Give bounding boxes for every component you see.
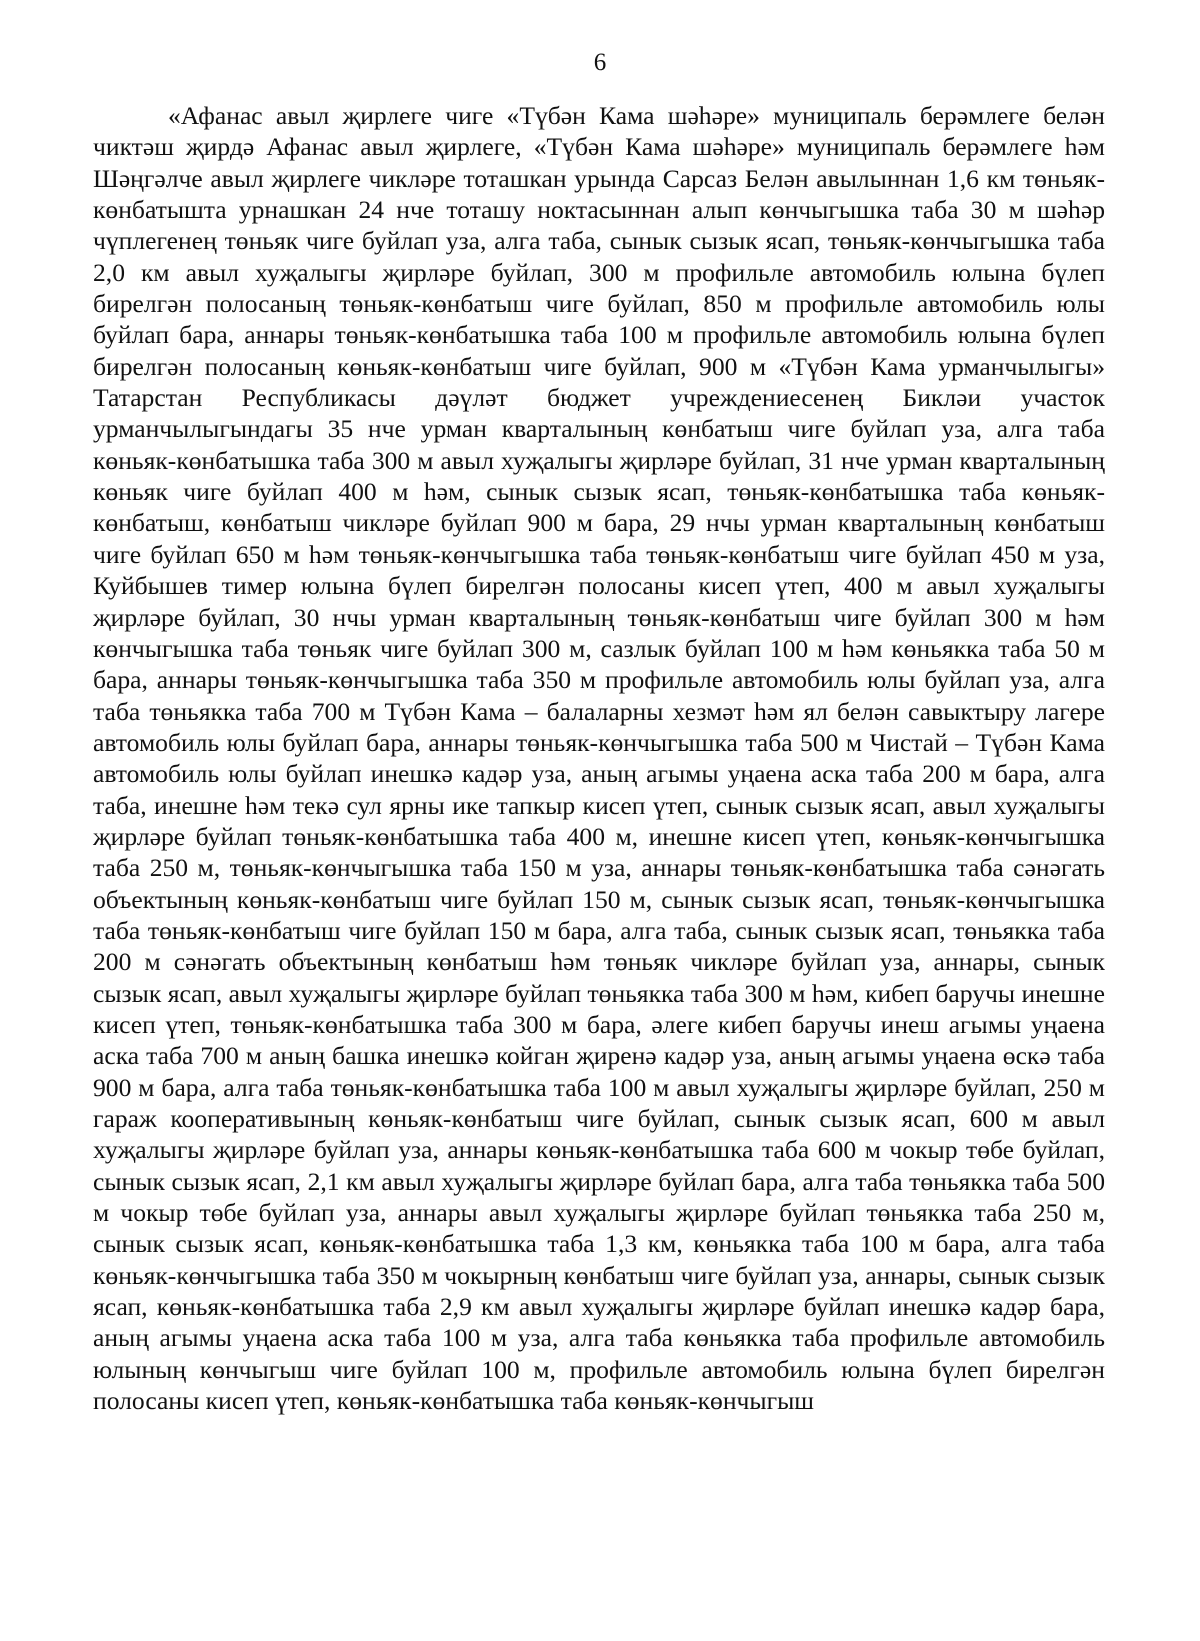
page-number: 6 [593, 49, 607, 76]
body-paragraph: «Афанас авыл җирлеге чиге «Түбән Кама шәһәре» муниципаль берәмлеге белән чиктәш җирдә Афанас авыл җирлеге, «Түбән Кама шәһәре» муниципаль берәмлеге һәм Шәңгәлче авыл җирлеге чикләре тоташкан урында Сарсаз Белән авылыннан 1,6 км төньяк-көнбатышта урнашкан 24 нче тоташу ноктасыннан алып көнчыгышка таба 30 м шәһәр чүплегенең төньяк чиге буйлап уза, алга таба, сынык сызык ясап, төньяк-көнчыгышка таба 2,0 км авыл хуҗалыгы җирләре буйлап, 300 м профильле автомобиль юлына бүлеп бирелгән полосаның төньяк-көнбатыш чиге буйлап, 850 м профильле автомобиль юлы буйлап бара, аннары төньяк-көнбатышка таба 100 м профильле автомобиль юлына бүлеп бирелгән полосаның көньяк-көнбатыш чиге буйлап, 900 м «Түбән Кама урманчылыгы» Татарстан Республикасы дәүләт бюджет учреждениесенең Бикләи участок урманчылыгындагы 35 нче урман кварталының көнбатыш чиге буйлап уза, алга таба көньяк-көнбатышка таба 300 м авыл хуҗалыгы җирләре буйлап, 31 нче урман кварталының көньяк чиге буйлап 400 м һәм, сынык сызык ясап, төньяк-көнбатышка таба көньяк-көнбатыш, көнбатыш чикләре буйлап 900 м бара, 29 нчы урман кварталының көнбатыш чиге буйлап 650 м һәм төньяк-көнчыгышка таба төньяк-көнбатыш чиге буйлап 450 м уза, Куйбышев тимер юлына бүлеп бирелгән полосаны кисеп үтеп, 400 м авыл хуҗалыгы җирләре буйлап, 30 нчы урман кварталының төньяк-көнбатыш чиге буйлап 300 м һәм көнчыгышка таба төньяк чиге буйлап 300 м, сазлык буйлап 100 м һәм көньякка таба 50 м бара, аннары төньяк-көнчыгышка таба 350 м профильле автомобиль юлы буйлап уза, алга таба төньякка таба 700 м Түбән Кама – балаларны хезмәт һәм ял белән савыктыру лагере автомобиль юлы буйлап бара, аннары төньяк-көнчыгышка таба 500 м Чистай – Түбән Кама автомобиль юлы буйлап инешкә кадәр уза, аның агымы уңаена аска таба 200 м бара, алга таба, инешне һәм текә сул ярны ике тапкыр кисеп үтеп, сынык сызык ясап, авыл хуҗалыгы җирләре буйлап төньяк-көнбатышка таба 400 м, инешне кисеп үтеп, көньяк-көнчыгышка таба 250 м, төньяк-көнчыгышка таба 150 м уза, аннары төньяк-көнбатышка таба сәнәгать объектының көньяк-көнбатыш чиге буйлап 150 м, сынык сызык ясап, төньяк-көнчыгышка таба төньяк-көнбатыш чиге буйлап 150 м бара, алга таба, сынык сызык ясап, төньякка таба 200 м сәнәгать объектының көнбатыш һәм төньяк чикләре буйлап уза, аннары, сынык сызык ясап, авыл хуҗалыгы җирләре буйлап төньякка таба 300 м һәм, кибеп баручы инешне кисеп үтеп, төньяк-көнбатышка таба 300 м бара, әлеге кибеп баручы инеш агымы уңаена аска таба 700 м аның башка инешкә койган җиренә кадәр уза, аның агымы уңаена өскә таба 900 м бара, алга таба төньяк-көнбатышка таба 100 м авыл хуҗалыгы җирләре буйлап, 250 м гараж кооперативының көньяк-көнбатыш чиге буйлап, сынык сызык ясап, 600 м авыл хуҗалыгы җирләре буйлап уза, аннары көньяк-көнбатышка таба 600 м чокыр төбе буйлап, сынык сызык ясап, 2,1 км авыл хуҗалыгы җирләре буйлап бара, алга таба төньякка таба 500 м чокыр төбе буйлап уза, аннары авыл хуҗалыгы җирләре буйлап төньякка таба 250 м, сынык сызык ясап, көньяк-көнбатышка таба 1,3 км, көньякка таба 100 м бара, алга таба көньяк-көнчыгышка таба 350 м чокырның көнбатыш чиге буйлап уза, аннары, сынык сызык ясап, көньяк-көнбатышка таба 2,9 км авыл хуҗалыгы җирләре буйлап инешкә кадәр бара, аның агымы уңаена аска таба 100 м уза, алга таба көньякка таба профильле автомобиль юлының көнчыгыш чиге буйлап 100 м, профильле автомобиль юлына бүлеп бирелгән полосаны кисеп үтеп, көньяк-көнбатышка таба көньяк-көнчыгыш [93, 101, 1105, 1416]
